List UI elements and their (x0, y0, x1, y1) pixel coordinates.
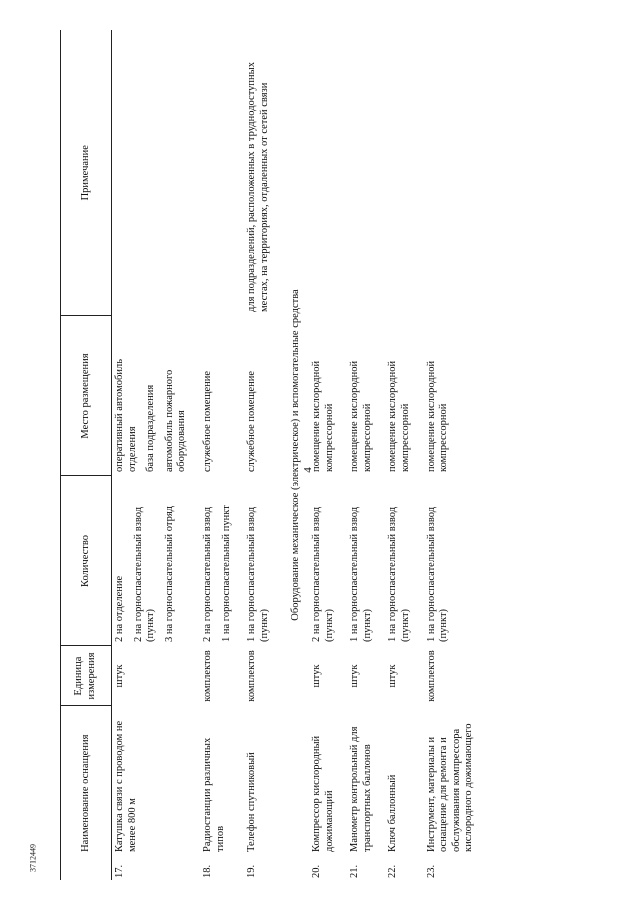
row-name: Ключ баллонный (387, 774, 399, 852)
row-quantity-line: 1 на горноспасательный взвод (пункт) (387, 506, 411, 642)
row-location (309, 316, 339, 476)
row-quantity (347, 476, 377, 646)
row-quantity-line: 1 на горноспасательный взвод (пункт) (349, 506, 373, 642)
row-location-line: помещение кислородной компрессорной (349, 360, 373, 472)
row-location-line: помещение кислородной компрессорной (310, 360, 335, 472)
row-number: 21. (349, 864, 361, 878)
row-unit: штук (310, 664, 322, 688)
table-header-row (61, 30, 112, 880)
row-quantity-line: 1 на горноспасательный взвод (пункт) (425, 506, 450, 642)
row-spacer (479, 30, 487, 880)
table-row (200, 30, 236, 880)
document-code: 3712449 (28, 844, 38, 872)
row-number: 19. (246, 864, 258, 878)
row-spacer (192, 30, 200, 880)
row-name: Компрессор кислородный дожимающий (310, 735, 335, 852)
row-spacer-cell (479, 30, 487, 880)
row-spacer-cell (236, 30, 244, 880)
row-location (244, 316, 274, 476)
row-note (309, 30, 339, 316)
row-spacer (416, 30, 424, 880)
row-quantity (112, 476, 192, 646)
row-location (347, 316, 377, 476)
row-note (112, 30, 192, 316)
row-quantity (200, 476, 236, 646)
row-location-line: автомобиль пожарного оборудования (163, 369, 188, 472)
row-quantity (424, 476, 479, 646)
row-note (200, 30, 236, 316)
header-quantity: Количество (61, 476, 112, 646)
row-unit: комплектов (425, 650, 437, 702)
row-quantity-line: 2 на горноспасательный взвод (пункт) (132, 506, 157, 642)
row-note: для подразделений, расположенных в труднодоступных местах, на территориях, отдаленных от сетей связи (246, 62, 270, 312)
table-body-b (309, 30, 487, 880)
row-note (347, 30, 377, 316)
row-location (385, 316, 415, 476)
row-spacer-cell (377, 30, 385, 880)
row-quantity (385, 476, 415, 646)
row-quantity-line: 1 на горноспасательный пункт (220, 505, 232, 642)
row-location-line: оперативный автомобиль отделения (114, 359, 138, 472)
row-quantity-line: 3 на горноспасательный отряд (163, 505, 175, 642)
section-body (282, 30, 309, 880)
header-location: Место размещения (61, 316, 112, 476)
row-location (112, 316, 192, 476)
header-name: Наименование оснащения (61, 706, 112, 880)
table-row (347, 30, 377, 880)
row-number: 18. (201, 864, 213, 878)
row-note (385, 30, 415, 316)
row-unit: штук (349, 664, 361, 688)
row-note (424, 30, 479, 316)
row-quantity-line: 2 на отделение (114, 575, 125, 642)
row-quantity-line: 2 на горноспасательный взвод (201, 506, 213, 642)
row-unit: штук (114, 664, 125, 688)
row-name: Катушка связи с проводом не менее 800 м (114, 720, 138, 852)
table-row (244, 30, 274, 880)
row-name: Инструмент, материалы и оснащение для ремонта и обслуживания компрессора кислородного дожимающего (425, 723, 475, 852)
equipment-table (60, 30, 487, 880)
row-spacer (274, 30, 282, 880)
row-quantity (244, 476, 274, 646)
row-name: Телефон спутниковый (246, 752, 258, 852)
row-location-line: помещение кислородной компрессорной (425, 360, 450, 472)
row-unit: штук (387, 664, 399, 688)
row-location (200, 316, 236, 476)
row-number: 17. (114, 864, 125, 878)
table-row (112, 30, 192, 880)
rotated-table-sheet (60, 20, 620, 880)
table-row (385, 30, 415, 880)
row-name: Радиостанции различных типов (201, 737, 226, 852)
table-body-a (112, 30, 283, 880)
header-note: Примечание (61, 30, 112, 316)
row-location-line: служебное помещение (201, 370, 213, 472)
row-number: 20. (310, 864, 322, 878)
header-unit: Единица измерения (61, 646, 112, 706)
row-unit: комплектов (201, 650, 213, 702)
row-quantity-line: 1 на горноспасательный взвод (пункт) (246, 506, 270, 642)
row-spacer-cell (416, 30, 424, 880)
row-spacer (339, 30, 347, 880)
table-row (424, 30, 479, 880)
row-number: 22. (387, 864, 399, 878)
row-spacer-cell (339, 30, 347, 880)
row-quantity (309, 476, 339, 646)
row-name: Манометр контрольный для транспортных баллонов (349, 726, 373, 852)
row-spacer-cell (274, 30, 282, 880)
row-unit: комплектов (246, 650, 258, 702)
row-spacer (236, 30, 244, 880)
row-quantity-line: 2 на горноспасательный взвод (пункт) (310, 506, 335, 642)
row-location-line: база подразделения (145, 384, 157, 472)
page-number: 4 (302, 467, 314, 473)
row-location-line: помещение кислородной компрессорной (387, 360, 411, 472)
row-location-line: служебное помещение (246, 370, 258, 472)
row-spacer-cell (192, 30, 200, 880)
section-title: Оборудование механическое (электрическое) и вспомогательные средства (290, 289, 302, 621)
row-number: 23. (425, 864, 437, 878)
table-row (309, 30, 339, 880)
section-row (282, 30, 309, 880)
row-spacer (377, 30, 385, 880)
row-location (424, 316, 479, 476)
